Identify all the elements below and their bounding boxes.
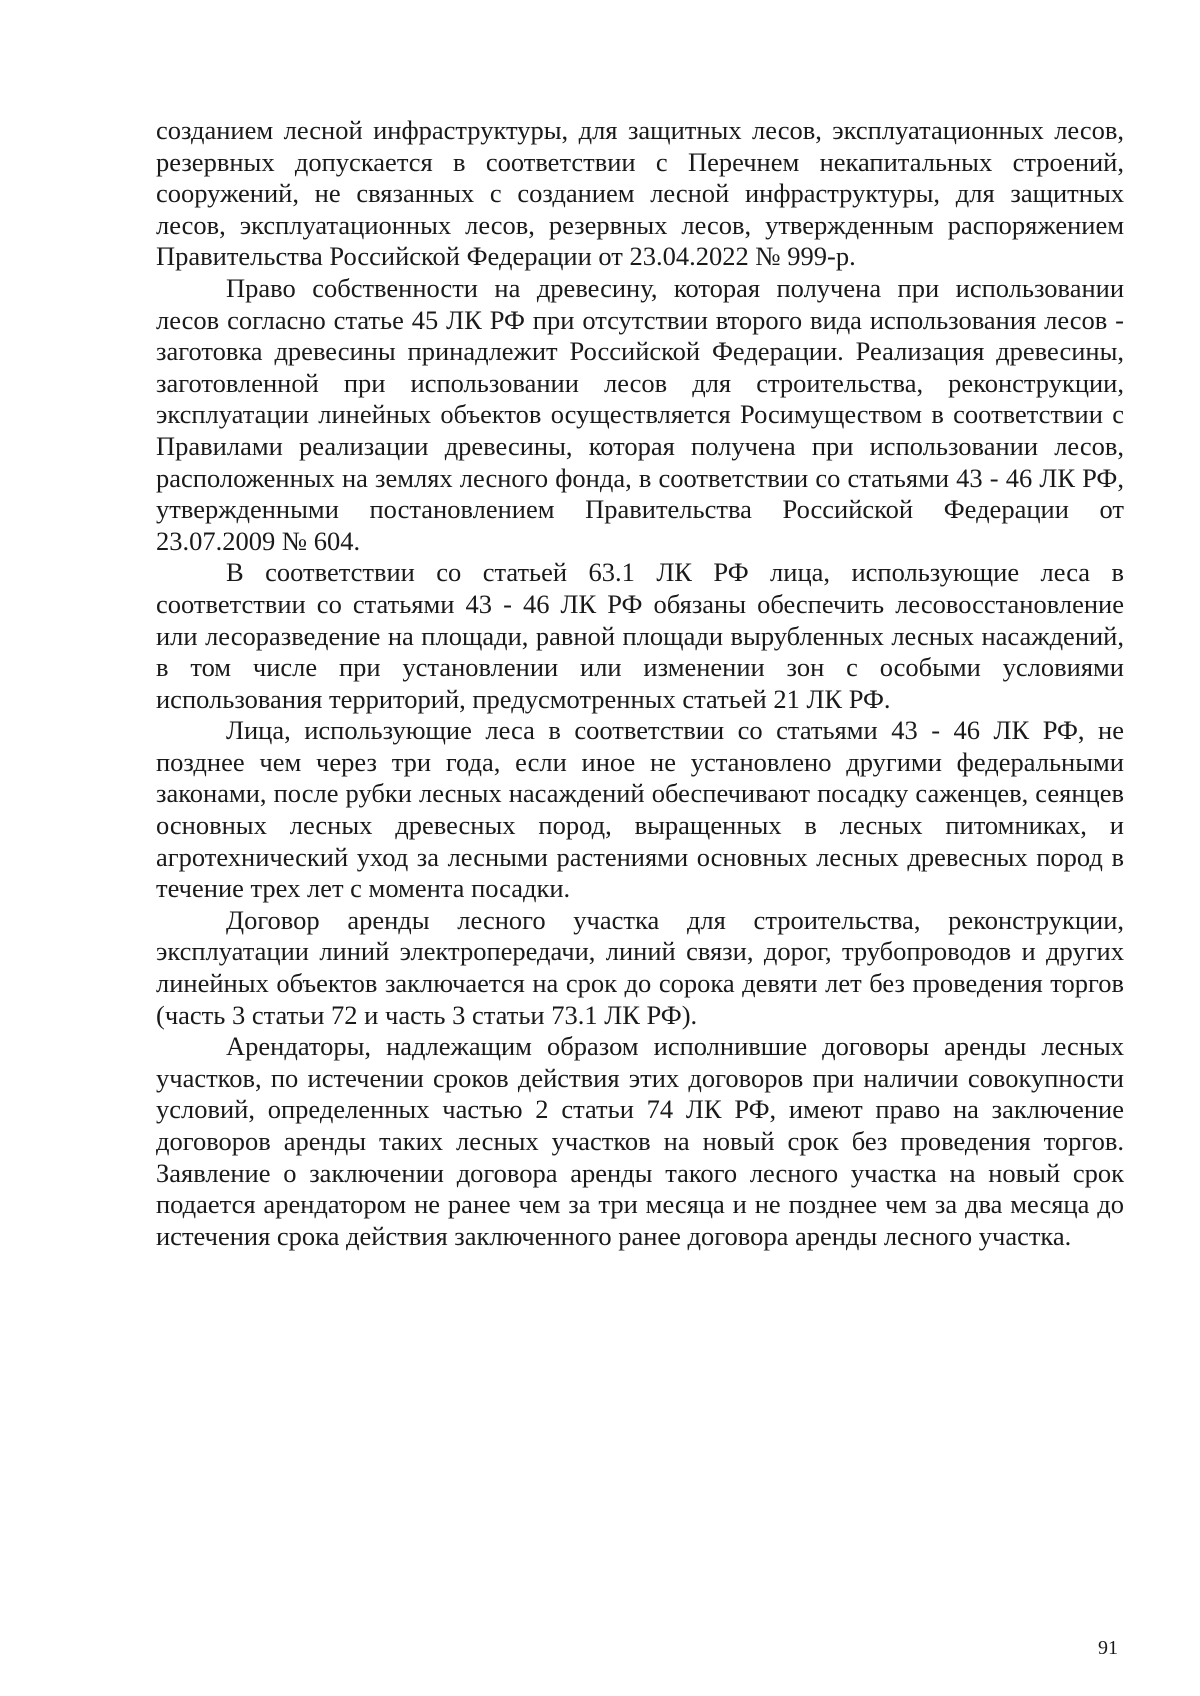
document-body (156, 115, 1124, 1252)
paragraph-lease-term: Договор аренды лесного участка для строительства, реконструкции, эксплуатации линий электропередачи, линий связи, дорог, трубопроводов и других линейных объектов заключается на срок до сорока девяти лет без проведения торгов (часть 3 статьи 72 и часть 3 статьи 73.1 ЛК РФ). (156, 904, 1124, 1030)
paragraph-lease-renewal: Арендаторы, надлежащим образом исполнившие договоры аренды лесных участков, по истечении сроков действия этих договоров при наличии совокупности условий, определенных частью 2 статьи 74 ЛК РФ, имеют право на заключение договоров аренды таких лесных участков на новый срок без проведения торгов. Заявление о заключении договора аренды такого лесного участка на новый срок подается арендатором не ранее чем за три месяца и не позднее чем за два месяца до истечения срока действия заключенного ранее договора аренды лесного участка. (156, 1031, 1124, 1251)
paragraph-continued: созданием лесной инфраструктуры, для защитных лесов, эксплуатационных лесов, резервных допускается в соответствии с Перечнем некапитальных строений, сооружений, не связанных с созданием лесной инфраструктуры, для защитных лесов, эксплуатационных лесов, резервных лесов, утвержденным распоряжением Правительства Российской Федерации от 23.04.2022 № 999-р. (156, 115, 1124, 272)
paragraph-reforestation: В соответствии со статьей 63.1 ЛК РФ лица, использующие леса в соответствии со статьями 43 - 46 ЛК РФ обязаны обеспечить лесовосстановление или лесоразведение на площади, равной площади вырубленных лесных насаждений, в том числе при установлении или изменении зон с особыми условиями использования территорий, предусмотренных статьей 21 ЛК РФ. (156, 557, 1124, 714)
paragraph-timber-ownership: Право собственности на древесину, которая получена при использовании лесов согласно статье 45 ЛК РФ при отсутствии второго вида использования лесов - заготовка древесины принадлежит Российской Федерации. Реализация древесины, заготовленной при использовании лесов для строительства, реконструкции, эксплуатации линейных объектов осуществляется Росимуществом в соответствии с Правилами реализации древесины, которая получена при использовании лесов, расположенных на землях лесного фонда, в соответствии со статьями 43 - 46 ЛК РФ, утвержденными постановлением Правительства Российской Федерации от 23.07.2009 № 604. (156, 272, 1124, 556)
paragraph-planting-obligations: Лица, использующие леса в соответствии со статьями 43 - 46 ЛК РФ, не позднее чем через три года, если иное не установлено другими федеральными законами, после рубки лесных насаждений обеспечивают посадку саженцев, сеянцев основных лесных древесных пород, выращенных в лесных питомниках, и агротехнический уход за лесными растениями основных лесных древесных пород в течение трех лет с момента посадки. (156, 715, 1124, 904)
page-number: 91 (1098, 1637, 1118, 1659)
